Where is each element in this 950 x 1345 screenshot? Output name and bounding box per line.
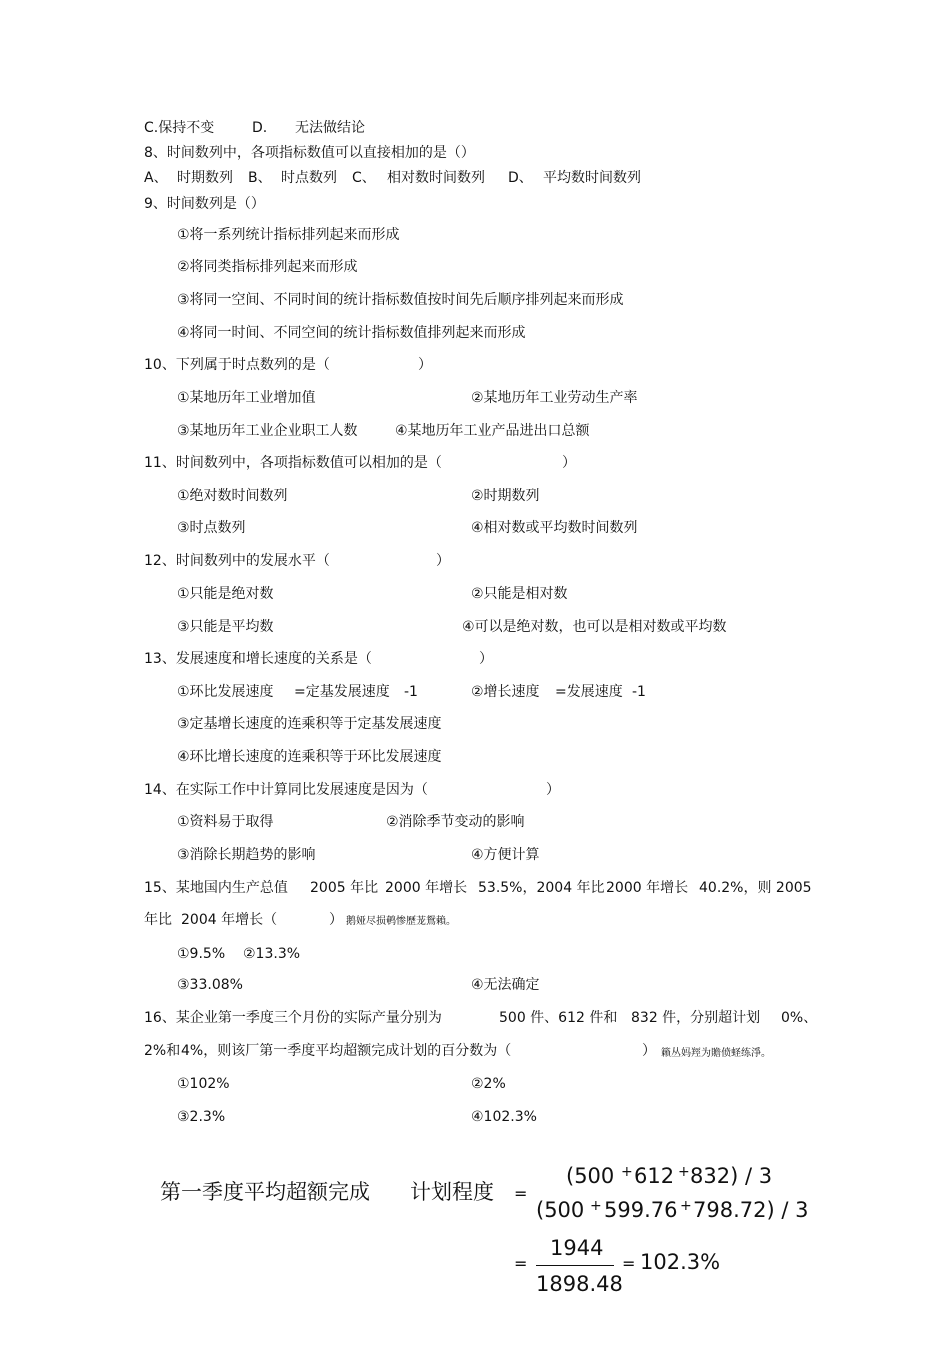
q9-option-1: ①将一系列统计指标排列起来而形成 <box>177 227 400 243</box>
q11-option-2: ②时期数列 <box>471 488 540 504</box>
question-15-part-f: 40.2%，则 2005 <box>699 880 812 896</box>
q14-close: ） <box>546 782 560 798</box>
q15-option-4: ④无法确定 <box>471 977 540 993</box>
q16-option-2: ②2% <box>471 1076 506 1092</box>
formula-denominator-1a: (500 <box>536 1198 585 1222</box>
question-11: 11、时间数列中，各项指标数值可以相加的是（ <box>144 455 442 471</box>
formula-numerator-1c: 832) / 3 <box>690 1164 773 1188</box>
q14-option-4: ④方便计算 <box>471 847 540 863</box>
question-16-line2-a: 2%和 <box>144 1043 181 1059</box>
formula-numerator-1a: (500 <box>566 1164 615 1188</box>
question-13: 13、发展速度和增长速度的关系是（ <box>144 651 372 667</box>
question-14: 14、在实际工作中计算同比发展速度是因为（ <box>144 782 428 798</box>
question-15-part-e: 2000 年增长 <box>606 880 689 896</box>
q16-option-3: ③2.3% <box>177 1109 226 1125</box>
question-15-part-a: 15、某地国内生产总值 <box>144 880 288 896</box>
q15-option-2: ②13.3% <box>243 946 301 962</box>
formula-equals-2: = <box>514 1254 528 1273</box>
formula-plus-4: + <box>680 1198 692 1214</box>
q9-option-3: ③将同一空间、不同时间的统计指标数值按时间先后顺序排列起来而形成 <box>177 292 624 308</box>
formula-denominator-2: 1898.48 <box>536 1272 623 1296</box>
question-16-noise-text: 籟丛妈羥为贍偾蛏练淨。 <box>661 1048 771 1059</box>
q11-option-1: ①绝对数时间数列 <box>177 488 288 504</box>
formula-result: 102.3% <box>640 1250 721 1274</box>
q13-option-3: ③定基增长速度的连乘积等于定基发展速度 <box>177 716 442 732</box>
question-15-part-c: 2000 年增长 <box>385 880 468 896</box>
q10-close: ） <box>418 357 432 373</box>
formula-equals-1: = <box>514 1184 528 1203</box>
formula-denominator-1c: 798.72) / 3 <box>693 1198 809 1222</box>
q8-b-label: B、 <box>248 170 272 186</box>
q12-option-4: ④可以是绝对数，也可以是相对数或平均数 <box>462 619 727 635</box>
question-10: 10、下列属于时点数列的是（ <box>144 357 330 373</box>
question-16-part-c: 832 件，分别超计划 <box>631 1010 761 1026</box>
q8-d: 平均数时间数列 <box>543 170 641 186</box>
q10-option-4: ④某地历年工业产品进出口总额 <box>395 423 590 439</box>
q13-option-1c: -1 <box>404 684 418 700</box>
q14-option-3: ③消除长期趋势的影响 <box>177 847 316 863</box>
q8-a-label: A、 <box>144 170 168 186</box>
question-15-noise-text: 鹅娅尽损鹌惨歷茏鴛賴。 <box>346 916 456 927</box>
question-15-line2-b: 2004 年增长（ <box>181 912 278 928</box>
question-16-part-b: 500 件、612 件和 <box>499 1010 618 1026</box>
formula-equals-3: = <box>622 1254 636 1273</box>
q8-c: 相对数时间数列 <box>387 170 485 186</box>
q16-option-4: ④102.3% <box>471 1109 537 1125</box>
q8-b: 时点数列 <box>281 170 337 186</box>
fraction-bar <box>536 1265 614 1266</box>
q8-a: 时期数列 <box>177 170 233 186</box>
q14-option-2: ②消除季节变动的影响 <box>386 814 525 830</box>
q11-close: ） <box>562 455 576 471</box>
q8-d-label: D、 <box>508 170 533 186</box>
question-15-part-d: 53.5%，2004 年比 <box>478 880 605 896</box>
question-9: 9、时间数列是（） <box>144 196 265 212</box>
q13-option-2a: ②增长速度 <box>471 684 540 700</box>
question-16-line2-b: 4%，则该厂第一季度平均超额完成计划的百分数为（ <box>181 1043 512 1059</box>
formula-plus-1: + <box>621 1164 633 1180</box>
option-d-label: D. <box>252 120 268 136</box>
formula-numerator-1b: 612 <box>634 1164 675 1188</box>
question-16-part-d: 0%、 <box>781 1010 818 1026</box>
q11-option-4: ④相对数或平均数时间数列 <box>471 520 638 536</box>
q9-option-2: ②将同类指标排列起来而形成 <box>177 259 358 275</box>
q13-close: ） <box>479 651 493 667</box>
q10-option-2: ②某地历年工业劳动生产率 <box>471 390 638 406</box>
q13-option-1b: =定基发展速度 <box>294 684 390 700</box>
formula-plus-3: + <box>590 1198 602 1214</box>
q15-option-1: ①9.5% <box>177 946 226 962</box>
question-15-line2-close: ） <box>329 912 343 928</box>
q11-option-3: ③时点数列 <box>177 520 246 536</box>
formula-numerator-2: 1944 <box>550 1236 604 1260</box>
q13-option-1a: ①环比发展速度 <box>177 684 274 700</box>
q15-option-3: ③33.08% <box>177 977 243 993</box>
q10-option-3: ③某地历年工业企业职工人数 <box>177 423 358 439</box>
question-15-part-b: 2005 年比 <box>310 880 379 896</box>
formula-label-b: 计划程度 <box>410 1180 494 1204</box>
question-16-line2-close: ） <box>642 1043 656 1059</box>
question-16-part-a: 16、某企业第一季度三个月份的实际产量分别为 <box>144 1010 442 1026</box>
question-12: 12、时间数列中的发展水平（ <box>144 553 330 569</box>
q16-option-1: ①102% <box>177 1076 230 1092</box>
q13-option-4: ④环比增长速度的连乘积等于环比发展速度 <box>177 749 442 765</box>
formula-denominator-1b: 599.76 <box>604 1198 678 1222</box>
q12-option-2: ②只能是相对数 <box>471 586 568 602</box>
q12-close: ） <box>436 553 450 569</box>
q13-option-2b: =发展速度 <box>555 684 623 700</box>
q12-option-3: ③只能是平均数 <box>177 619 274 635</box>
option-c: C.保持不变 <box>144 120 215 136</box>
q13-option-2c: -1 <box>632 684 646 700</box>
q12-option-1: ①只能是绝对数 <box>177 586 274 602</box>
question-8: 8、时间数列中，各项指标数值可以直接相加的是（） <box>144 145 475 161</box>
q9-option-4: ④将同一时间、不同空间的统计指标数值排列起来而形成 <box>177 325 526 341</box>
q8-c-label: C、 <box>352 170 376 186</box>
formula-label-a: 第一季度平均超额完成 <box>160 1180 370 1204</box>
option-d: 无法做结论 <box>295 120 365 136</box>
q14-option-1: ①资料易于取得 <box>177 814 274 830</box>
question-15-line2-a: 年比 <box>144 912 172 928</box>
formula-plus-2: + <box>678 1164 690 1180</box>
q10-option-1: ①某地历年工业增加值 <box>177 390 316 406</box>
